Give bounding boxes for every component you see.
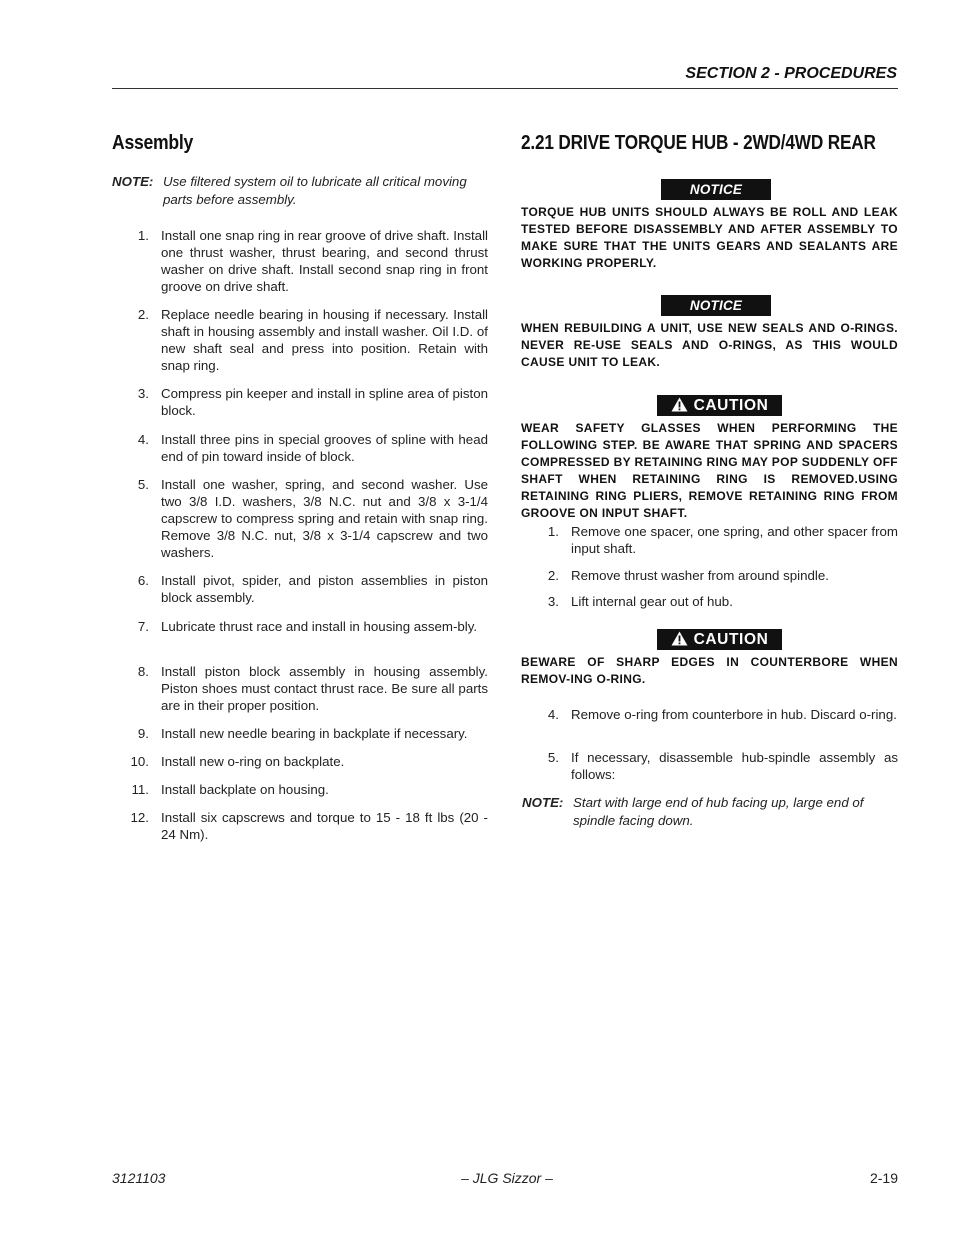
assembly-step: 6. Install pivot, spider, and piston assemblies in piston block assembly. <box>137 573 488 605</box>
notice-badge: NOTICE <box>661 179 771 200</box>
step-text: Install one washer, spring, and second washer. Use two 3/8 I.D. washers, 3/8 N.C. nut and 3/8 x 3-1/4 capscrew to compress spring and retain with snap ring. Remove 3/8 N.C. nut, 3/8 x 3-1/4 capscrew and two washers. <box>161 477 488 560</box>
assembly-step: 10. Install new o-ring on backplate. <box>130 754 345 769</box>
footer-doc-number: 3121103 <box>112 1170 166 1186</box>
step-text: Install six capscrews and torque to 15 - 18 ft lbs (20 - 24 Nm). <box>161 810 488 842</box>
caution-label: CAUTION <box>693 631 769 648</box>
notice-badge: NOTICE <box>661 295 771 316</box>
disassembly-step: 5. If necessary, disassemble hub-spindle assembly as follows: <box>547 750 898 782</box>
header-divider <box>112 88 898 89</box>
assembly-heading: Assembly <box>112 132 194 154</box>
step-text: Lubricate thrust race and install in housing assem-bly. <box>161 619 478 634</box>
assembly-step: 11. Install backplate on housing. <box>131 782 329 797</box>
step-text: Install new o-ring on backplate. <box>161 754 345 769</box>
caution-badge <box>657 395 782 416</box>
caution-label: CAUTION <box>693 397 769 414</box>
notice-text: TORQUE HUB UNITS SHOULD ALWAYS BE ROLL AND LEAK TESTED BEFORE DISASSEMBLY AND AFTER ASSEMBLY TO MAKE SURE THAT THE UNITS GEARS AND SEALANTS ARE WORKING PROPERLY. <box>521 205 898 270</box>
step-text: Lift internal gear out of hub. <box>571 594 733 609</box>
disassembly-step: 4. Remove o-ring from counterbore in hub. Discard o-ring. <box>547 707 897 722</box>
step-text: Install pivot, spider, and piston assemblies in piston block assembly. <box>161 573 488 605</box>
warning-triangle-icon <box>671 631 688 646</box>
note-label: NOTE: <box>522 795 564 810</box>
assembly-step: 1. Install one snap ring in rear groove of drive shaft. Install one thrust washer, thrust bearing, and second thrust washer on drive shaft. Install second snap ring in front groove on drive shaft. <box>137 228 488 294</box>
assembly-step: 3. Compress pin keeper and install in spline area of piston block. <box>137 386 488 418</box>
disassembly-step: 1. Remove one spacer, one spring, and other spacer from input shaft. <box>547 524 898 556</box>
step-text: Install three pins in special grooves of spline with head end of pin toward inside of block. <box>161 432 488 464</box>
step-text: If necessary, disassemble hub-spindle assembly as follows: <box>571 750 898 782</box>
step-text: Install piston block assembly in housing assembly. Piston shoes must contact thrust race. Be sure all parts are in their proper position. <box>161 664 488 713</box>
assembly-step: 7. Lubricate thrust race and install in housing assem-bly. <box>137 619 478 634</box>
assembly-step: 12. Install six capscrews and torque to 15 - 18 ft lbs (20 - 24 Nm). <box>130 810 488 842</box>
note-text: Use filtered system oil to lubricate all critical moving parts before assembly. <box>163 174 467 207</box>
assembly-step: 4. Install three pins in special grooves of spline with head end of pin toward inside of block. <box>137 432 488 464</box>
step-text: Remove o-ring from counterbore in hub. Discard o-ring. <box>571 707 897 722</box>
assembly-step: 9. Install new needle bearing in backplate if necessary. <box>137 726 468 741</box>
note-label: NOTE: <box>112 174 154 189</box>
step-text: Remove thrust washer from around spindle. <box>571 568 829 583</box>
step-text: Install backplate on housing. <box>161 782 329 797</box>
caution-text: BEWARE OF SHARP EDGES IN COUNTERBORE WHEN REMOV-ING O-RING. <box>521 655 898 686</box>
caution-text: WEAR SAFETY GLASSES WHEN PERFORMING THE FOLLOWING STEP. BE AWARE THAT SPRING AND SPACERS COMPRESSED BY RETAINING RING MAY POP SUDDENLY OFF SHAFT WHEN RETAINING RING IS REMOVED.USING RETAINING RING PLIERS, REMOVE RETAINING RING FROM GROOVE ON INPUT SHAFT. <box>521 421 898 520</box>
disassembly-step: 2. Remove thrust washer from around spindle. <box>547 568 829 583</box>
step-text: Install one snap ring in rear groove of drive shaft. Install one thrust washer, thrust bearing, and second thrust washer on drive shaft. Install second snap ring in front groove on drive shaft. <box>161 228 488 294</box>
step-text: Remove one spacer, one spring, and other spacer from input shaft. <box>571 524 898 556</box>
section-heading: 2.21 DRIVE TORQUE HUB - 2WD/4WD REAR <box>521 132 876 154</box>
note-text: Start with large end of hub facing up, large end of spindle facing down. <box>573 795 864 828</box>
assembly-step: 5. Install one washer, spring, and second washer. Use two 3/8 I.D. washers, 3/8 N.C. nut and 3/8 x 3-1/4 capscrew to compress spring and retain with snap ring. Remove 3/8 N.C. nut, 3/8 x 3-1/4 capscrew and two washers. <box>137 477 488 560</box>
notice-text: WHEN REBUILDING A UNIT, USE NEW SEALS AND O-RINGS. NEVER RE-USE SEALS AND O-RINGS, AS THIS WOULD CAUSE UNIT TO LEAK. <box>521 321 898 369</box>
step-text: Replace needle bearing in housing if necessary. Install shaft in housing assembly and install washer. Oil I.D. of new shaft seal and press into position. Retain with snap ring. <box>161 307 488 373</box>
warning-triangle-icon <box>671 397 688 412</box>
disassembly-step: 3. Lift internal gear out of hub. <box>547 594 733 609</box>
step-text: Install new needle bearing in backplate if necessary. <box>161 726 468 741</box>
caution-badge <box>657 629 782 650</box>
step-text: Compress pin keeper and install in spline area of piston block. <box>161 386 488 418</box>
disassembly-note <box>522 794 899 829</box>
assembly-step: 2. Replace needle bearing in housing if necessary. Install shaft in housing assembly and install washer. Oil I.D. of new shaft seal and press into position. Retain with snap ring. <box>137 307 488 373</box>
page-number: 2-19 <box>869 1170 898 1186</box>
section-header: SECTION 2 - PROCEDURES <box>685 65 897 82</box>
footer-title: – JLG Sizzor – <box>461 1170 553 1186</box>
assembly-note <box>112 173 489 208</box>
assembly-step: 8. Install piston block assembly in housing assembly. Piston shoes must contact thrust race. Be sure all parts are in their proper position. <box>137 664 488 713</box>
